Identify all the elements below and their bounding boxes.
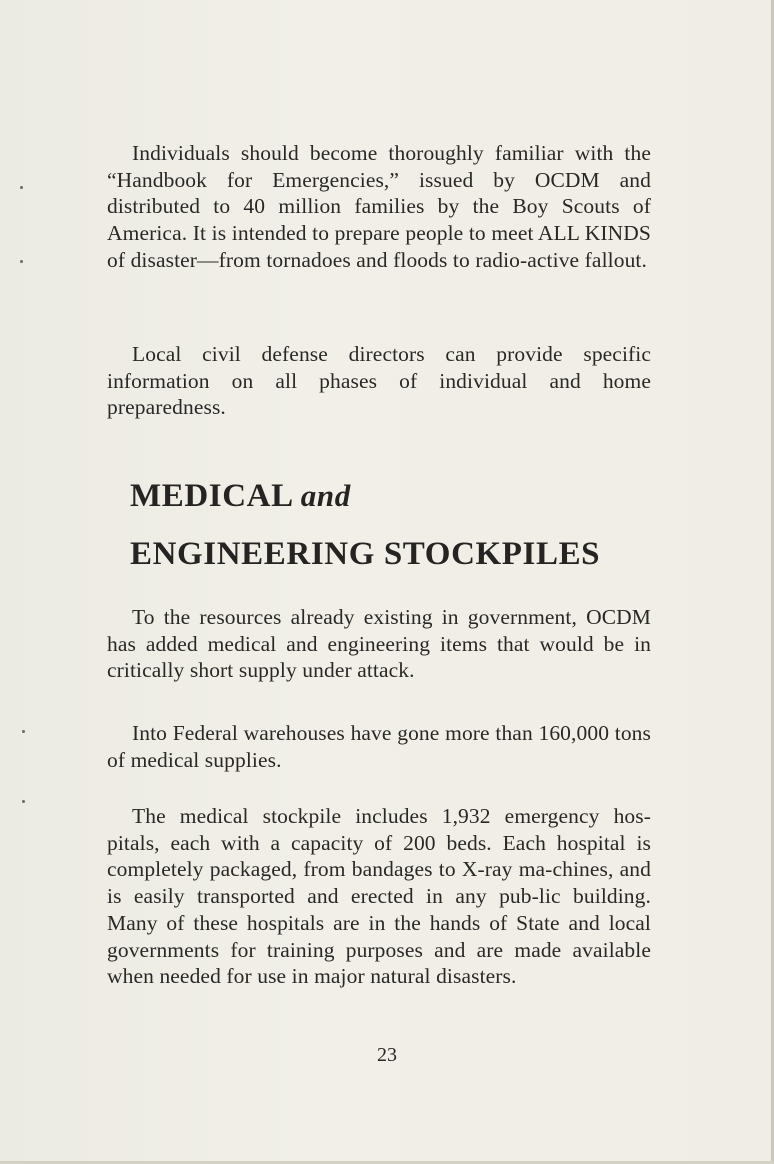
paragraph-medical-stockpile: The medical stockpile includes 1,932 emergency hos-pitals, each with a capacity of 200 beds. Each hospital is completely packaged, from bandages to X-ray ma-chines, and is easily transported and erected in any pub-lic building. Many of these hospitals are in the hands of State and local governments for training purposes and are made available when needed for use in major natural disasters.	[107, 804, 651, 989]
margin-speck	[20, 186, 23, 189]
heading-medical: MEDICAL	[130, 478, 292, 514]
paragraph-handbook: Individuals should become thoroughly familiar with the “Handbook for Emergencies,” issued by OCDM and distributed to 40 million families by the Boy Scouts of America. It is intended to prepare people to meet ALL KINDS of disaster—from tornadoes and floods to radio-active fallout.	[107, 141, 651, 272]
margin-speck	[20, 260, 23, 263]
paragraph-warehouses: Into Federal warehouses have gone more than 160,000 tons of medical supplies.	[107, 721, 651, 772]
paragraph-resources: To the resources already existing in government, OCDM has added medical and engineering items that would be in critically short supply under attack.	[107, 605, 651, 683]
paragraph-local-directors: Local civil defense directors can provide specific information on all phases of individual and home preparedness.	[107, 342, 651, 420]
margin-speck	[22, 800, 25, 803]
section-heading-line-1	[130, 476, 351, 516]
heading-and: and	[300, 478, 351, 513]
page-number: 23	[377, 1044, 397, 1066]
margin-speck	[22, 730, 25, 733]
section-heading-line-2: ENGINEERING STOCKPILES	[130, 536, 601, 572]
